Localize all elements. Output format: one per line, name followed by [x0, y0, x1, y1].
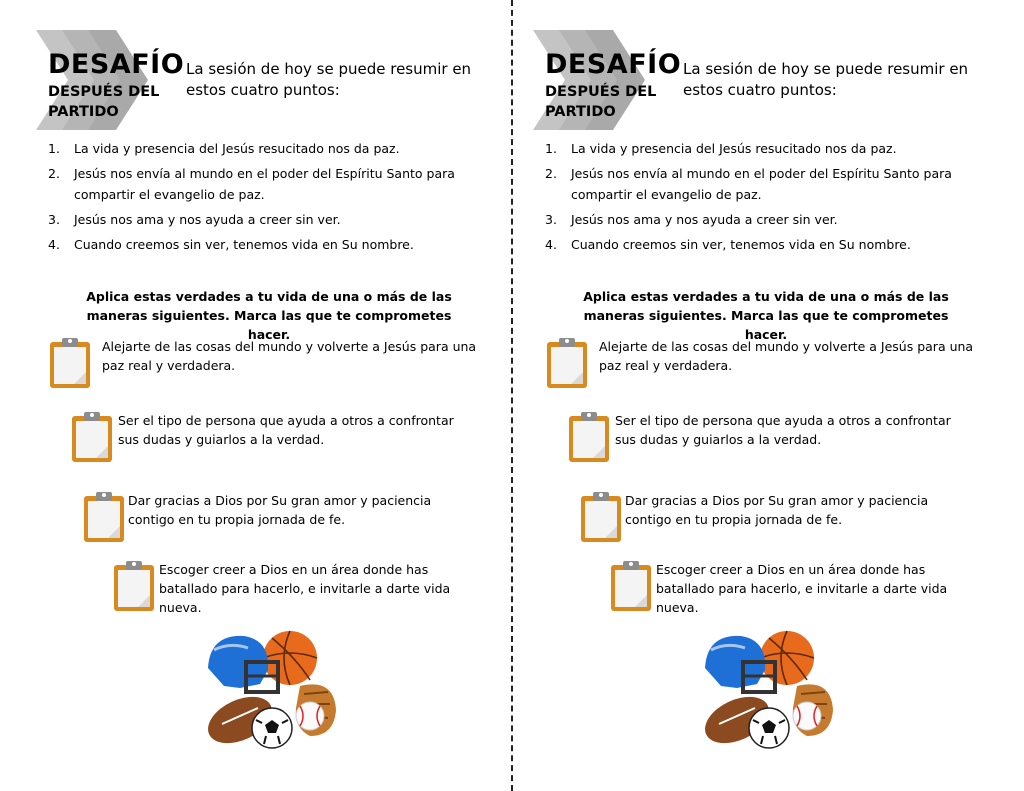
intro-text: La sesión de hoy se puede resumir en estos cuatro puntos: [683, 60, 969, 99]
commitment-text: Ser el tipo de persona que ayuda a otros a confrontar sus dudas y guiarlos a la verdad. [118, 413, 454, 447]
clipboard-checkbox-icon[interactable] [579, 490, 623, 544]
point-text: Jesús nos envía al mundo en el poder del Espíritu Santo para compartir el evangelio de paz. [74, 166, 455, 202]
point-number: 4. [545, 237, 557, 252]
summary-point [545, 209, 965, 230]
summary-point [545, 163, 965, 205]
intro-text: La sesión de hoy se puede resumir en estos cuatro puntos: [186, 60, 472, 99]
point-number: 2. [48, 166, 60, 181]
challenge-subtitle: DESPUÉS DEL PARTIDO [545, 84, 657, 120]
clipboard-checkbox-icon[interactable] [48, 336, 92, 390]
commitment-text: Dar gracias a Dios por Su gran amor y paciencia contigo en tu propia jornada de fe. [625, 493, 929, 527]
summary-point [545, 234, 965, 255]
commitment-text: Alejarte de las cosas del mundo y volverte a Jesús para una paz real y verdadera. [599, 339, 974, 373]
point-text: Cuando creemos sin ver, tenemos vida en Su nombre. [571, 237, 911, 252]
point-text: Jesús nos envía al mundo en el poder del Espíritu Santo para compartir el evangelio de paz. [571, 166, 952, 202]
point-text: La vida y presencia del Jesús resucitado nos da paz. [74, 141, 400, 156]
clipboard-checkbox-icon[interactable] [70, 410, 114, 464]
challenge-title: DESAFÍO [48, 49, 185, 80]
commitment-text: Escoger creer a Dios en un área donde has batallado para hacerlo, e invitarle a darte vida nueva. [656, 562, 948, 615]
clipboard-checkbox-icon[interactable] [82, 490, 126, 544]
commitment-text: Ser el tipo de persona que ayuda a otros a confrontar sus dudas y guiarlos a la verdad. [615, 413, 951, 447]
point-number: 2. [545, 166, 557, 181]
point-text: Cuando creemos sin ver, tenemos vida en Su nombre. [74, 237, 414, 252]
summary-point [48, 138, 468, 159]
commitment-text: Escoger creer a Dios en un área donde has batallado para hacerlo, e invitarle a darte vida nueva. [159, 562, 451, 615]
sports-balls-icon [697, 628, 837, 750]
clipboard-checkbox-icon[interactable] [545, 336, 589, 390]
point-number: 1. [48, 141, 60, 156]
sports-balls-icon [200, 628, 340, 750]
point-number: 1. [545, 141, 557, 156]
point-text: Jesús nos ama y nos ayuda a creer sin ver. [571, 212, 838, 227]
point-number: 3. [48, 212, 60, 227]
commitment-text: Dar gracias a Dios por Su gran amor y paciencia contigo en tu propia jornada de fe. [128, 493, 432, 527]
point-text: La vida y presencia del Jesús resucitado nos da paz. [571, 141, 897, 156]
commitment-text: Alejarte de las cosas del mundo y volverte a Jesús para una paz real y verdadera. [102, 339, 477, 373]
apply-instructions: Aplica estas verdades a tu vida de una o más de las maneras siguientes. Marca las que te comprometes hacer. [86, 289, 452, 342]
clipboard-checkbox-icon[interactable] [609, 559, 653, 613]
challenge-subtitle: DESPUÉS DEL PARTIDO [48, 84, 160, 120]
point-text: Jesús nos ama y nos ayuda a creer sin ver. [74, 212, 341, 227]
handout-panel-right [497, 0, 1009, 791]
summary-point [545, 138, 965, 159]
summary-points-list [48, 138, 468, 259]
point-number: 4. [48, 237, 60, 252]
summary-point [48, 163, 468, 205]
summary-point [48, 209, 468, 230]
clipboard-checkbox-icon[interactable] [112, 559, 156, 613]
apply-instructions: Aplica estas verdades a tu vida de una o más de las maneras siguientes. Marca las que te comprometes hacer. [583, 289, 949, 342]
summary-point [48, 234, 468, 255]
summary-points-list [545, 138, 965, 259]
challenge-title: DESAFÍO [545, 49, 682, 80]
clipboard-checkbox-icon[interactable] [567, 410, 611, 464]
point-number: 3. [545, 212, 557, 227]
